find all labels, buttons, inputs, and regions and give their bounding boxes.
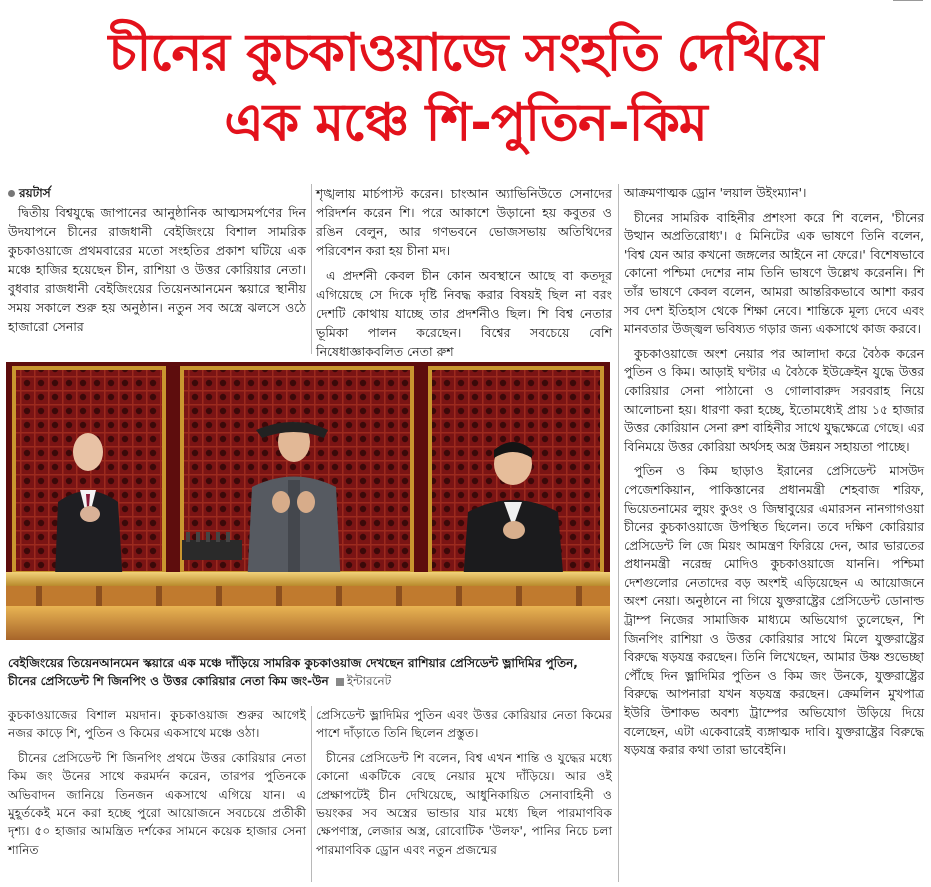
paragraph: কুচকাওয়াজে অংশ নেয়ার পর আলাদা করে বৈঠক করেন পুতিন ও কিম। আড়াই ঘণ্টার এ বৈঠকে ইউক্রেইন যুদ্ধে উত্তর কোরিয়ার সেনা পাঠানো ও গোলাবারুদ সরবরাহ নিয়ে আলোচনা হয়। ধারণা করা হচ্ছে, ইতোমধ্যেই প্রায় ১৫ হাজার উত্তর কোরিয়ান সেনা রুশ বাহিনীর সাথে যুদ্ধক্ষেত্রে গেছে। এর বিনিময়ে উত্তর কোরিয়া অর্থসহ অস্ত্র উন্নয়ন সহায়তা পাচ্ছে। bbox=[624, 346, 924, 454]
headline bbox=[0, 18, 931, 158]
column-divider bbox=[311, 706, 312, 882]
paragraph: আক্রমণাত্মক ড্রোন 'লয়াল উইংম্যান'। bbox=[624, 186, 807, 200]
column-3 bbox=[624, 184, 924, 766]
headline-line-2: এক মঞ্চে শি-পুতিন-কিম bbox=[224, 93, 707, 153]
paragraph: কুচকাওয়াজের বিশাল ময়দান। কুচকাওয়াজ শুরুর আগেই নজর কাড়ে শি, পুতিন ও কিমের একসাথে মঞ্চে ওঠা। bbox=[8, 708, 306, 741]
news-photo bbox=[6, 362, 610, 640]
column-1-bottom bbox=[8, 706, 306, 865]
byline: রয়টার্স bbox=[8, 184, 306, 203]
column-1-top bbox=[8, 184, 306, 342]
paragraph: পুতিন ও কিম ছাড়াও ইরানের প্রেসিডেন্ট মাসউদ পেজেশকিয়ান, পাকিস্তানের প্রধানমন্ত্রী শেহবাজ শরিফ, ভিয়েতনামের লুয়ং কুওং ও জিম্বাবুয়ের এমারসন নানগাগওয়া চীনের কুচকাওয়াজে উপস্থিত ছিলেন। তবে দক্ষিণ কোরিয়ার প্রেসিডেন্ট লি জে মিয়ং আমন্ত্রণ ফিরিয়ে দেন, আর ভারতের প্রধানমন্ত্রী নরেন্দ্র মোদিও কুচকাওয়াজে যাননি। পশ্চিমা দেশগুলোর নেতাদের বড় অংশই এড়িয়েছেন এ আয়োজনে অংশ নেয়া। অনুষ্ঠানে না গিয়ে যুক্তরাষ্ট্রের প্রেসিডেন্ট ডোনাল্ড ট্রাম্প নিজের সামাজিক মাধ্যমে অভিযোগ তুলেছেন, শি জিনপিং রাশিয়া ও উত্তর কোরিয়ার সাথে মিলে যুক্তরাষ্ট্রের বিরুদ্ধে ষড়যন্ত্র করছেন। তিনি লিখেছেন, আমার উষ্ণ শুভেচ্ছা পৌঁছে দিন ভ্লাদিমির পুতিন ও কিম জং উনকে, যুক্তরাষ্ট্রের বিরুদ্ধে আপনারা যখন ষড়যন্ত্র করছেন। ক্রেমলিন মুখপাত্র ইউরি উশাকভ অবশ্য ট্রাম্পের অভিযোগ উড়িয়ে দিয়ে বলেছেন, এটা একেবারেই ব্যঙ্গাত্মক দাবি। যুক্তরাষ্ট্রের বিরুদ্ধে ষড়যন্ত্র করার কথা তারা ভাবেইনি। bbox=[624, 464, 924, 758]
paragraph: চীনের সামরিক বাহিনীর প্রশংসা করে শি বলেন, 'চীনের উত্থান অপ্রতিরোধ্য'। ৫ মিনিটের এক ভাষণে তিনি বলেন, 'বিশ্ব যেন আর কখনো জঙ্গলের আইনে না ফেরে।' বিশেষভাবে কোনো পশ্চিমা দেশের নাম তিনি ভাষণে উল্লেখ করেননি। শি তাঁর ভাষণে কেবল বলেন, আমরা আন্তরিকভাবে আশা করব সব দেশ ইতিহাস থেকে শিক্ষা নেবে। শান্তিকে মূল্য দেবে এবং মানবতার উজ্জ্বল ভবিষ্যত গড়ার জন্য একসাথে কাজ করবে। bbox=[624, 210, 924, 337]
column-2-bottom bbox=[316, 706, 612, 865]
column-divider bbox=[618, 184, 619, 882]
paragraph: দ্বিতীয় বিশ্বযুদ্ধে জাপানের আনুষ্ঠানিক আত্মসমর্পণের দিন উদযাপনে চীনের রাজধানী বেইজিংয়ে বিশাল সামরিক কুচকাওয়াজে প্রথমবারের মতো সংহতির প্রকাশ ঘটিয়ে এক মঞ্চে হাজির হয়েছেন চীন, রাশিয়া ও উত্তর কোরিয়ার নেতা। বুধবার রাজধানী বেইজিংয়ের তিয়েনআনমেন স্কয়ারে স্থানীয় সময় সকালে শুরু হয় অনুষ্ঠান। নতুন সব অস্ত্রে ঝলসে ওঠে হাজারো সেনার bbox=[8, 205, 306, 334]
photo-caption bbox=[8, 654, 608, 690]
leaders-on-podium-image bbox=[6, 362, 610, 640]
paragraph: চীনের প্রেসিডেন্ট শি বলেন, বিশ্ব এখন শান্তি ও যুদ্ধের মধ্যে কোনো একটিকে বেছে নেয়ার মুখে দাঁড়িয়ে। আর ওই প্রেক্ষাপটেই চীন দেখিয়েছে, আধুনিকায়িত সেনাবাহিনী ও ভয়ংকর সব অস্ত্রের ভান্ডার যার মধ্যে ছিল পারমাণবিক ক্ষেপণাস্ত্র, লেজার অস্ত্র, রোবোটিক 'উলফ', পানির নিচে চলা পারমাণবিক ড্রোন এবং নতুন প্রজন্মের bbox=[316, 750, 612, 857]
headline-line-1: চীনের কুচকাওয়াজে সংহতি দেখিয়ে bbox=[108, 23, 823, 83]
paragraph: এ প্রদর্শনী কেবল চীন কোন অবস্থানে আছে বা কতদূর এগিয়েছে সে দিকে দৃষ্টি নিবদ্ধ করার বিষয়ই ছিল না বরং দেশটি কোথায় যাচ্ছে তার প্রদর্শনীও ছিল। শি বিশ্ব নেতার ভূমিকা পালন করেছেন। বিশ্বের সবচেয়ে বেশি নিষেধাজ্ঞাকবলিত নেতা রুশ bbox=[316, 268, 612, 359]
page-edge-mark bbox=[893, 0, 923, 5]
paragraph: প্রেসিডেন্ট ভ্লাদিমির পুতিন এবং উত্তর কোরিয়ার নেতা কিমের পাশে দাঁড়াতে তিনি ছিলেন প্রস্তুত। bbox=[316, 708, 612, 741]
photo-credit: ইন্টারনেট bbox=[346, 674, 392, 688]
column-2-top bbox=[316, 184, 612, 367]
bullet-icon bbox=[8, 190, 15, 197]
square-bullet-icon bbox=[336, 678, 344, 686]
paragraph: শৃঙ্খলায় মার্চপাস্ট করেন। চাংআন অ্যাভিনিউতে সেনাদের পরিদর্শন করেন শি। পরে আকাশে উড়ানো হয় কবুতর ও রঙিন বেলুন, আর গণভবনে ভোজসভায় অতিথিদের পরিবেশন করা হয় চীনা মদ। bbox=[316, 186, 612, 258]
caption-text: বেইজিংয়ের তিয়েনআনমেন স্কয়ারে এক মঞ্চে দাঁড়িয়ে সামরিক কুচকাওয়াজ দেখছেন রাশিয়ার প্রেসিডেন্ট ভ্লাদিমির পুতিন, চীনের প্রেসিডেন্ট শি জিনপিং ও উত্তর কোরিয়ার নেতা কিম জং-উন bbox=[8, 656, 578, 688]
paragraph: চীনের প্রেসিডেন্ট শি জিনপিং প্রথমে উত্তর কোরিয়ার নেতা কিম জং উনের সাথে করমর্দন করেন, তারপর পুতিনকে অভিবাদন জানিয়ে তিনজন একসাথে এগিয়ে যান। এ মুহূর্তকেই মনে করা হচ্ছে পুরো আয়োজনে সবচেয়ে প্রতীকী দৃশ্য। ৫০ হাজার আমন্ত্রিত দর্শকের সামনে কয়েক হাজার সেনা শানিত bbox=[8, 750, 306, 857]
column-divider bbox=[311, 184, 312, 354]
